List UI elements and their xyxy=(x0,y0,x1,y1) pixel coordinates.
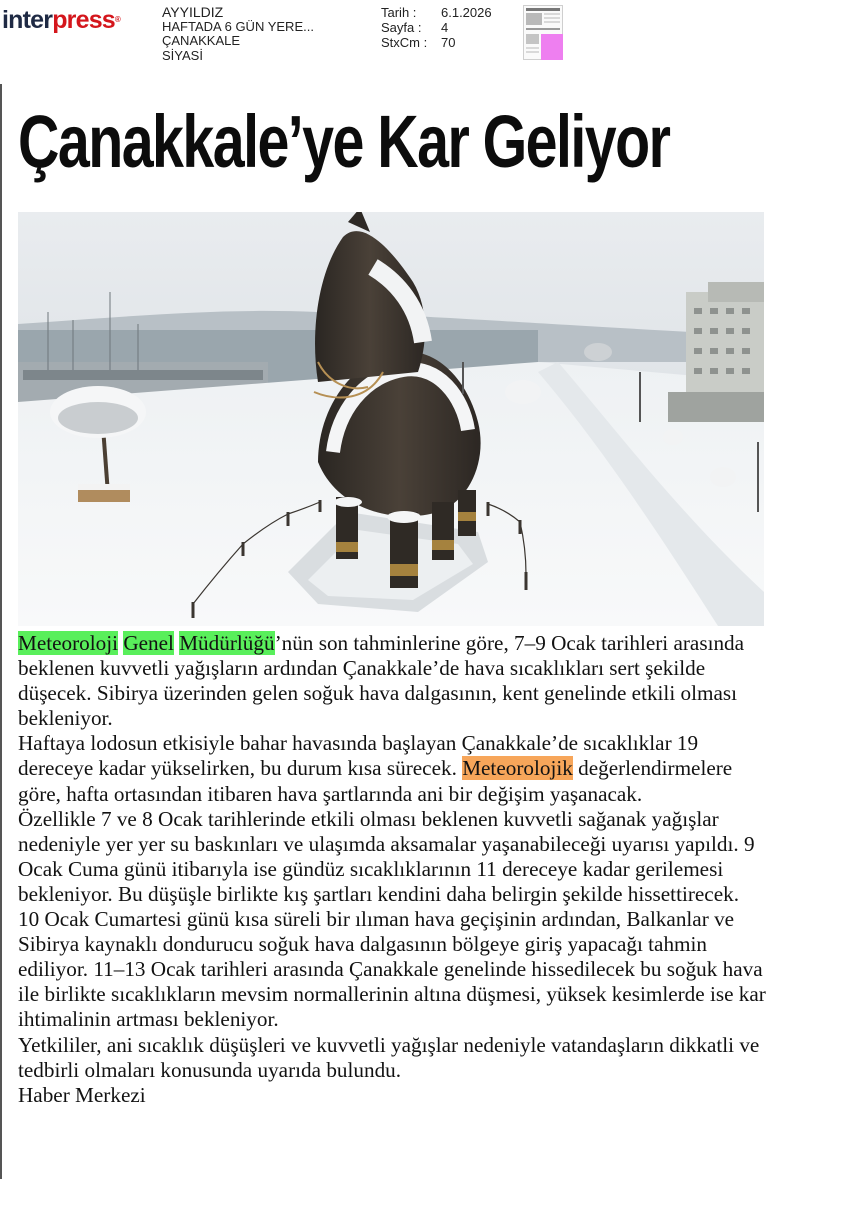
size-value: 70 xyxy=(441,35,456,50)
thumbnail-photo xyxy=(526,13,542,25)
thumbnail-text-line xyxy=(526,28,560,30)
size-label: StxCm : xyxy=(381,35,428,50)
highlighted-keyword: Meteoroloji xyxy=(18,631,119,655)
thumbnail-text-line xyxy=(544,21,560,23)
clip-metadata xyxy=(162,5,314,63)
logo-text-part2: press xyxy=(52,6,115,34)
thumbnail-article-highlight xyxy=(541,34,563,60)
article-body xyxy=(18,631,766,1108)
thumbnail-text-line xyxy=(526,47,539,49)
publication-name: AYYILDIZ xyxy=(162,4,224,20)
page-row xyxy=(381,20,492,35)
interpress-logo xyxy=(2,6,120,34)
logo-text-part1: inter xyxy=(2,6,53,34)
snowy-trojan-horse-photo xyxy=(18,212,764,626)
highlighted-keyword: Müdürlüğü xyxy=(179,631,275,655)
paragraph-text: Haftaya lodosun etkisiyle bahar havasında başlayan Çanakkale’de sıcaklıklar 19 dereceye kadar yükselirken, bu durum kısa sürecek. xyxy=(18,731,699,781)
publication-category: SİYASİ xyxy=(162,47,203,63)
highlighted-keyword: Meteorolojik xyxy=(462,756,573,781)
article-paragraph-4: 10 Ocak Cumartesi günü kısa süreli bir ılıman hava geçişinin ardından, Balkanlar ve Sibirya kaynaklı dondurucu soğuk hava dalgasının bölgeye giriş yapacağı tahmin ediliyor. 11–13 Ocak tarihleri arasında Çanakkale genelinde hissedilecek bu soğuk hava ile birlikte sıcaklıkların mevsim normallerinin altına düşmesi, yüksek kesimlerde ise kar ihtimalinin artması bekleniyor. xyxy=(18,907,766,1032)
publication-region: ÇANAKKALE xyxy=(162,33,241,48)
page-value: 4 xyxy=(441,20,449,35)
article-paragraph-2 xyxy=(18,731,766,806)
logo-registered-mark: ® xyxy=(114,15,121,24)
page-thumbnail[interactable] xyxy=(523,5,563,60)
thumbnail-text-line xyxy=(544,17,560,19)
thumbnail-photo xyxy=(526,34,539,44)
date-value: 6.1.2026 xyxy=(441,5,492,20)
size-row xyxy=(381,35,492,50)
publication-frequency: HAFTADA 6 GÜN YERE... xyxy=(162,18,314,34)
article-headline: Çanakkale’ye Kar Geliyor xyxy=(18,100,670,183)
paragraph-text: ’nün son tahminlerine göre, 7–9 Ocak tarihleri arasında beklenen kuvvetli yağışların ardından Çanakkale’de hava sıcaklıkları sert şekilde düşecek. Sibirya üzerinden gelen soğuk hava dalgasının, kent genelinde etkili olması bekleniyor. xyxy=(18,631,745,731)
left-column-rule xyxy=(0,84,2,1179)
article-paragraph-3: Özellikle 7 ve 8 Ocak tarihlerinde etkili olması beklenen kuvvetli sağanak yağışlar nedeniyle yer yer su baskınları ve ulaşımda aksamalar yaşanabileceği uyarısı yapıldı. 9 Ocak Cuma günü itibarıyla ise gündüz sıcaklıklarının 11 dereceye kadar gerilemesi bekleniyor. Bu düşüşle birlikte kış şartları kendini daha belirgin şekilde hissettirecek. xyxy=(18,806,755,906)
article-paragraph-1 xyxy=(18,631,766,731)
clip-reference-info xyxy=(381,5,492,50)
thumbnail-text-line xyxy=(526,51,539,53)
date-row xyxy=(381,5,492,20)
page-label: Sayfa : xyxy=(381,20,422,35)
date-label: Tarih : xyxy=(381,5,417,20)
paragraph-text: değerlendirmelere göre, hafta ortasından itibaren hava şartlarında ani bir değişim yaşanacak. xyxy=(18,756,733,806)
article-paragraph-5: Yetkililer, ani sıcaklık düşüşleri ve kuvvetli yağışlar nedeniyle vatandaşların dikkatli ve tedbirli olmaları konusunda uyarıda bulundu. xyxy=(18,1032,760,1082)
highlighted-keyword: Genel xyxy=(123,631,174,655)
thumbnail-masthead xyxy=(526,8,560,11)
article-byline: Haber Merkezi xyxy=(18,1082,146,1107)
thumbnail-text-line xyxy=(544,13,560,15)
